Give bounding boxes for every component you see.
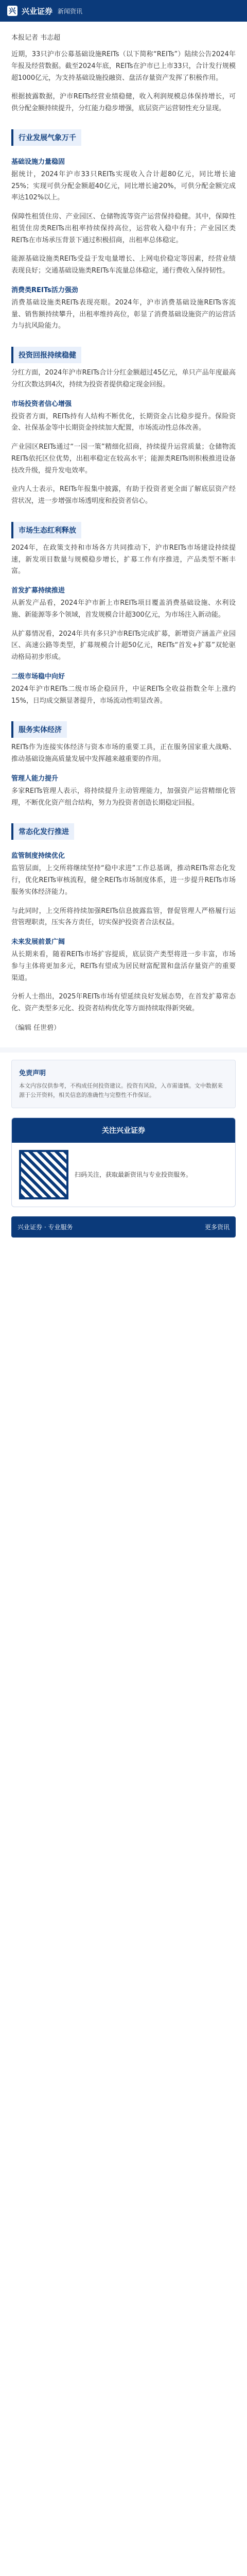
footer-link[interactable]: 更多资讯: [204, 1224, 230, 1231]
page-footer: [11, 1216, 236, 1238]
paragraph: 能源基础设施类REITs受益于发电量增长、上网电价稳定等因素，经营业绩表现良好；交通基础设施类REITs车流量总体稳定，通行费收入保持韧性。: [11, 255, 236, 275]
subsection-heading: 市场投资者信心增强: [11, 400, 72, 408]
subsection-heading: 未来发展前景广阔: [11, 938, 65, 946]
paragraph: 保障性租赁住房、产业园区、仓储物流等资产运营保持稳健。其中，保障性租赁住房类REITs出租率持续保持高位，运营收入稳中有升；产业园区类REITs在市场承压背景下通过积极招商，出租率总体稳定。: [11, 213, 236, 244]
section-heading: 投资回报持续稳健: [11, 347, 81, 363]
section-divider: [0, 1047, 247, 1053]
subsection-heading: 管理人能力提升: [11, 774, 59, 783]
brand-logo: 兴: [7, 6, 17, 16]
article-body: [0, 22, 247, 1032]
paragraph: REITs作为连接实体经济与资本市场的重要工具，正在服务国家重大战略、推动基础设施高质量发展中发挥越来越重要的作用。: [11, 743, 236, 763]
paragraph: 与此同时，上交所将持续加强REITs信息披露监管，督促管理人严格履行运营管理职责，压实各方责任，切实保护投资者合法权益。: [11, 907, 236, 927]
promo-body: [12, 1143, 235, 1207]
subsection-heading: 首发扩募持续推进: [11, 587, 65, 595]
editor-signature: （编辑 任世碧）: [11, 1024, 61, 1032]
paragraph: 从扩募情况看，2024年共有多只沪市REITs完成扩募，新增资产涵盖产业园区、高速公路等类型，扩募规模合计超50亿元，REITs“首发+扩募”双轮驱动格局初步形成。: [11, 630, 236, 661]
paragraph: 2024年，在政策支持和市场各方共同推动下，沪市REITs市场建设持续提速，新发项目数量与规模稳步增长，扩募工作有序推进，产品类型不断丰富。: [11, 544, 236, 575]
paragraph: 从长期来看，随着REITs市场扩容提质，底层资产类型将进一步丰富，市场参与主体将更加多元，REITs有望成为居民财富配置和盘活存量资产的重要渠道。: [11, 951, 236, 982]
paragraph: 消费基础设施类REITs表现亮眼。2024年，沪市消费基础设施REITs客流量、销售额持续攀升，出租率维持高位，彰显了消费基础设施资产的运营活力与抗风险能力。: [11, 298, 236, 330]
section-heading: 市场生态红利释放: [11, 522, 81, 538]
disclaimer-title: 免责声明: [19, 1069, 46, 1077]
disclaimer-text: 本文内容仅供参考，不构成任何投资建议。投资有风险，入市需谨慎。文中数据来源于公开资料，相关信息的准确性与完整性不作保证。: [19, 1082, 223, 1099]
paragraph: 分红方面，2024年沪市REITs合计分红金额超过45亿元，单只产品年度最高分红次数达到4次，持续为投资者提供稳定现金回报。: [11, 369, 236, 388]
paragraph: 根据披露数据，沪市REITs经营业绩稳健，收入利润规模总体保持增长，可供分配金额持续提升，分红能力稳步增强，底层资产运营韧性充分显现。: [11, 93, 236, 112]
subsection-heading: 基础设施力量稳固: [11, 158, 65, 166]
section-heading: 常态化发行推进: [11, 823, 74, 840]
paragraph: 投资者方面，REITs持有人结构不断优化，长期资金占比稳步提升。保险资金、社保基金等中长期资金持续加大配置，市场流动性总体改善。: [11, 412, 236, 432]
footer-text: 兴业证券 · 专业服务: [17, 1224, 73, 1231]
paragraph: 从新发产品看，2024年沪市新上市REITs项目覆盖消费基础设施、水利设施、新能源等多个领域，首发规模合计超300亿元，为市场注入新动能。: [11, 599, 236, 619]
paragraph: 业内人士表示，REITs年报集中披露，有助于投资者更全面了解底层资产经营状况，进一步增强市场透明度和投资者信心。: [11, 485, 236, 505]
promo-text: 扫码关注，获取最新资讯与专业投资服务。: [75, 1171, 192, 1178]
disclaimer-box: [11, 1060, 236, 1108]
subsection-heading: 消费类REITs活力强劲: [11, 286, 78, 294]
paragraph: 多家REITs管理人表示，将持续提升主动管理能力，加强资产运营精细化管理，不断优化资产组合结构，努力为投资者创造长期稳定回报。: [11, 787, 236, 807]
paragraph: 产业园区REITs通过“一园一策”精细化招商，持续提升运营质量；仓储物流REITs依托区位优势，出租率稳定在较高水平；能源类REITs则积极推进设备技改升级，提升发电效率。: [11, 443, 236, 474]
section-heading: 行业发展气象万千: [11, 129, 81, 146]
subsection-heading: 监管制度持续优化: [11, 852, 65, 860]
article-byline: 本报记者 韦志超: [11, 34, 61, 42]
app-header: [0, 0, 247, 22]
paragraph: 监管层面，上交所将继续坚持“稳中求进”工作总基调，推动REITs常态化发行，优化REITs审核流程，健全REITs市场制度体系，进一步提升REITs市场服务实体经济能力。: [11, 865, 236, 896]
subsection-heading: 二级市场稳中向好: [11, 672, 65, 681]
qr-code-icon[interactable]: [19, 1150, 68, 1199]
paragraph: 近期，33只沪市公募基础设施REITs（以下简称“REITs”）陆续公告2024年年报及经营数据。截至2024年底，REITs在沪市已上市33只，合计发行规模超1000亿元，为支持基础设施投融资、盘活存量资产发挥了积极作用。: [11, 50, 236, 82]
brand-name: 兴业证券: [22, 6, 53, 16]
paragraph: 2024年沪市REITs二级市场企稳回升，中证REITs全收益指数全年上涨约15%，日均成交额显著提升，市场流动性明显改善。: [11, 685, 236, 705]
paragraph: 分析人士指出，2025年REITs市场有望延续良好发展态势，在首发扩募常态化、资产类型多元化、投资者结构优化等方面持续取得新突破。: [11, 993, 236, 1012]
promo-title: 关注兴业证券: [12, 1118, 235, 1143]
promo-card: [11, 1117, 236, 1207]
section-heading: 服务实体经济: [11, 721, 67, 738]
brand-tagline: 新闻资讯: [58, 7, 83, 15]
paragraph: 据统计，2024年沪市33只REITs实现收入合计超80亿元，同比增长逾25%；实现可供分配金额超40亿元，同比增长逾20%，可供分配金额完成率达102%以上。: [11, 170, 236, 202]
